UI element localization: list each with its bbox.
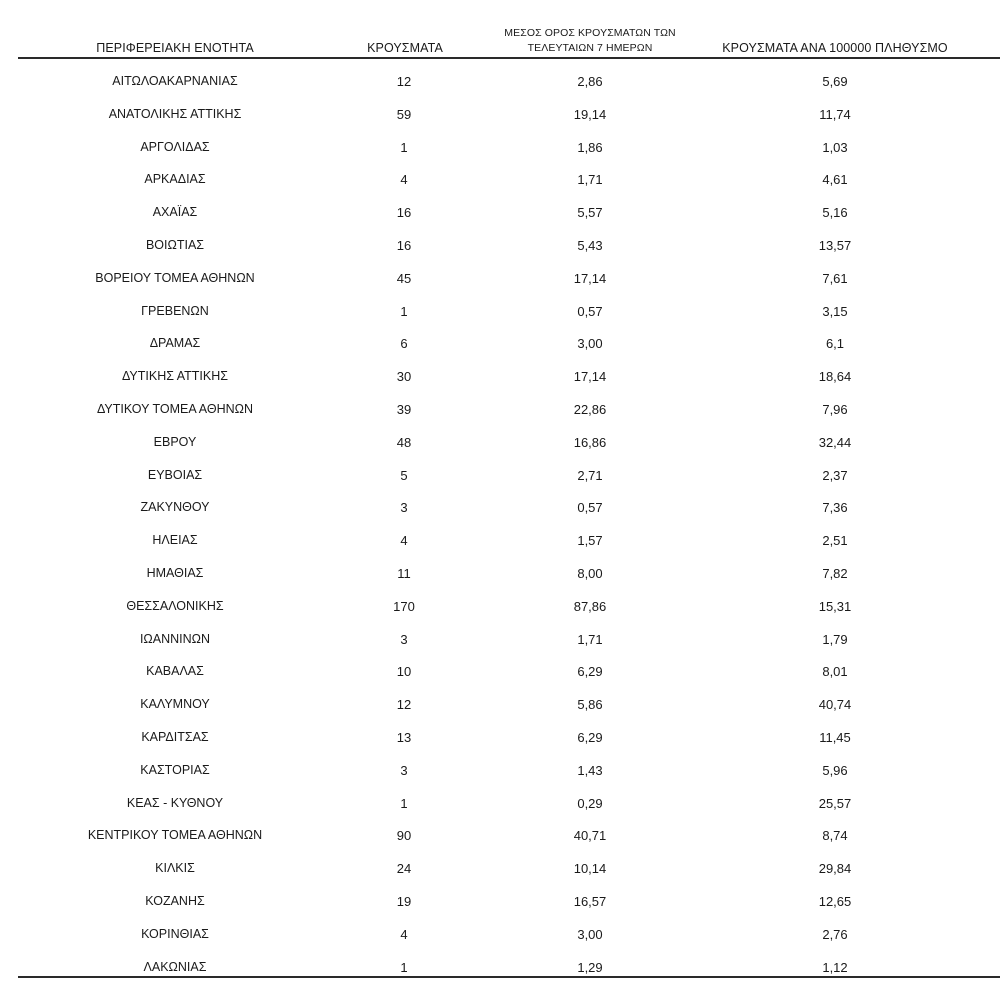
bottom-rule	[18, 976, 1000, 978]
cell-cases: 59	[396, 106, 412, 122]
table-row	[0, 132, 1000, 165]
cell-region: ΔΥΤΙΚΗΣ ΑΤΤΙΚΗΣ	[122, 369, 228, 384]
cell-cases-per-100k: 7,96	[822, 401, 848, 417]
cell-region: ΙΩΑΝΝΙΝΩΝ	[139, 631, 211, 646]
cell-avg-7-days: 6,29	[577, 664, 603, 680]
cell-cases-per-100k: 7,36	[822, 500, 848, 516]
cell-avg-7-days: 0,57	[577, 303, 603, 319]
cell-region: ΓΡΕΒΕΝΩΝ	[141, 303, 209, 318]
cell-region: ΘΕΣΣΑΛΟΝΙΚΗΣ	[126, 598, 224, 613]
table-row	[0, 624, 1000, 657]
cell-cases: 39	[396, 401, 412, 417]
cell-avg-7-days: 1,71	[577, 631, 603, 647]
cell-region: ΚΙΛΚΙΣ	[155, 861, 195, 876]
cell-avg-7-days: 1,86	[577, 139, 603, 155]
cell-cases: 48	[396, 434, 412, 450]
header-cases-per-100k: ΚΡΟΥΣΜΑΤΑ ΑΝΑ 100000 ΠΛΗΘΥΣΜΟ	[722, 41, 948, 55]
cell-cases-per-100k: 12,65	[818, 893, 852, 909]
cell-cases-per-100k: 13,57	[818, 237, 852, 253]
cell-avg-7-days: 6,29	[577, 729, 603, 745]
header-avg-7-days: ΜΕΣΟΣ ΟΡΟΣ ΚΡΟΥΣΜΑΤΩΝ ΤΩΝ ΤΕΛΕΥΤΑΙΩΝ 7 ΗΜΕΡΩΝ	[504, 27, 676, 54]
cell-cases-per-100k: 40,74	[818, 697, 852, 713]
table-row	[0, 460, 1000, 493]
cell-region: ΚΑΒΑΛΑΣ	[146, 664, 204, 679]
table-body	[0, 66, 1000, 978]
table-row	[0, 427, 1000, 460]
cell-cases: 12	[396, 697, 412, 713]
table-row	[0, 755, 1000, 788]
cell-region: ΚΕΝΤΡΙΚΟΥ ΤΟΜΕΑ ΑΘΗΝΩΝ	[87, 828, 263, 843]
header-region: ΠΕΡΙΦΕΡΕΙΑΚΗ ΕΝΟΤΗΤΑ	[96, 41, 254, 55]
table-row	[0, 886, 1000, 919]
table-row	[0, 788, 1000, 821]
cell-avg-7-days: 2,71	[577, 467, 603, 483]
cell-avg-7-days: 5,86	[577, 697, 603, 713]
cell-cases: 3	[400, 631, 408, 647]
cell-cases-per-100k: 15,31	[818, 598, 852, 614]
cell-cases-per-100k: 2,51	[822, 533, 848, 549]
cell-avg-7-days: 22,86	[573, 401, 607, 417]
table-row	[0, 656, 1000, 689]
cell-cases-per-100k: 29,84	[818, 861, 852, 877]
cell-region: ΔΡΑΜΑΣ	[149, 336, 201, 351]
table-row	[0, 328, 1000, 361]
cell-cases: 1	[400, 303, 408, 319]
cell-cases: 4	[400, 172, 408, 188]
table-row	[0, 197, 1000, 230]
cell-avg-7-days: 5,43	[577, 237, 603, 253]
cell-cases: 30	[396, 369, 412, 385]
cell-region: ΛΑΚΩΝΙΑΣ	[143, 959, 207, 974]
cell-region: ΑΙΤΩΛΟΑΚΑΡΝΑΝΙΑΣ	[112, 74, 238, 88]
table-row	[0, 361, 1000, 394]
table-row	[0, 558, 1000, 591]
cell-cases-per-100k: 5,69	[822, 74, 848, 89]
cell-region: ΚΟΖΑΝΗΣ	[145, 893, 205, 908]
cell-region: ΑΝΑΤΟΛΙΚΗΣ ΑΤΤΙΚΗΣ	[108, 106, 242, 121]
cell-avg-7-days: 8,00	[577, 565, 603, 581]
cell-cases-per-100k: 2,37	[822, 467, 848, 483]
cell-cases: 11	[397, 565, 411, 581]
cell-region: ΑΧΑΪΑΣ	[152, 205, 198, 220]
cell-cases: 16	[396, 237, 412, 253]
cell-cases-per-100k: 25,57	[818, 795, 852, 811]
cell-avg-7-days: 1,57	[577, 533, 603, 549]
cell-avg-7-days: 17,14	[573, 270, 607, 286]
cell-avg-7-days: 16,57	[573, 893, 607, 909]
cell-region: ΑΡΓΟΛΙΔΑΣ	[140, 139, 210, 154]
cell-cases: 3	[400, 762, 408, 778]
cell-avg-7-days: 1,29	[577, 959, 603, 975]
cell-cases-per-100k: 3,15	[822, 303, 848, 319]
cell-avg-7-days: 1,71	[577, 172, 603, 188]
cell-avg-7-days: 3,00	[577, 926, 603, 942]
cell-cases-per-100k: 5,16	[822, 205, 848, 221]
cell-cases: 12	[396, 74, 412, 89]
table-row	[0, 263, 1000, 296]
cell-avg-7-days: 19,14	[573, 106, 607, 122]
cell-cases: 10	[396, 664, 412, 680]
cell-cases: 90	[396, 828, 412, 844]
cell-region: ΑΡΚΑΔΙΑΣ	[144, 172, 206, 187]
table-row	[0, 230, 1000, 263]
cell-cases: 1	[400, 795, 408, 811]
cell-avg-7-days: 3,00	[577, 336, 603, 352]
table-row	[0, 820, 1000, 853]
table-row	[0, 919, 1000, 952]
cell-cases-per-100k: 8,74	[822, 828, 848, 844]
header-rule	[18, 57, 1000, 59]
cell-region: ΚΟΡΙΝΘΙΑΣ	[141, 926, 209, 941]
cell-cases: 19	[396, 893, 412, 909]
cell-avg-7-days: 16,86	[573, 434, 607, 450]
cell-cases: 4	[400, 926, 408, 942]
cell-cases-per-100k: 4,61	[822, 172, 848, 188]
cell-region: ΗΜΑΘΙΑΣ	[146, 565, 204, 580]
cell-cases: 1	[400, 139, 408, 155]
cell-region: ΚΕΑΣ - ΚΥΘΝΟΥ	[126, 795, 224, 810]
table-row	[0, 394, 1000, 427]
cell-avg-7-days: 0,29	[577, 795, 603, 811]
cell-avg-7-days: 87,86	[573, 598, 607, 614]
cell-avg-7-days: 17,14	[573, 369, 607, 385]
cell-region: ΒΟΙΩΤΙΑΣ	[145, 237, 205, 252]
table-row	[0, 296, 1000, 329]
table-row	[0, 525, 1000, 558]
table-row	[0, 66, 1000, 99]
cell-cases-per-100k: 18,64	[818, 369, 852, 385]
cell-avg-7-days: 0,57	[577, 500, 603, 516]
cell-region: ΒΟΡΕΙΟΥ ΤΟΜΕΑ ΑΘΗΝΩΝ	[95, 270, 255, 285]
cell-avg-7-days: 40,71	[573, 828, 607, 844]
cell-cases: 5	[400, 467, 408, 483]
cell-cases: 24	[396, 861, 412, 877]
cell-cases: 1	[400, 959, 408, 975]
cell-cases-per-100k: 11,45	[819, 729, 851, 745]
cell-region: ΗΛΕΙΑΣ	[152, 533, 198, 548]
header-cases: ΚΡΟΥΣΜΑΤΑ	[367, 41, 443, 55]
cell-avg-7-days: 5,57	[577, 205, 603, 221]
cell-cases-per-100k: 1,12	[822, 959, 848, 975]
table-header	[0, 0, 1000, 58]
cell-region: ΚΑΡΔΙΤΣΑΣ	[141, 729, 209, 744]
table-row	[0, 952, 1000, 978]
cell-cases-per-100k: 5,96	[822, 762, 848, 778]
table-row	[0, 164, 1000, 197]
table-row	[0, 853, 1000, 886]
cell-cases-per-100k: 8,01	[822, 664, 848, 680]
cell-region: ΔΥΤΙΚΟΥ ΤΟΜΕΑ ΑΘΗΝΩΝ	[96, 401, 254, 416]
cell-cases: 4	[400, 533, 408, 549]
cell-region: ΚΑΛΥΜΝΟΥ	[140, 697, 210, 712]
cell-avg-7-days: 1,43	[577, 762, 603, 778]
cell-cases-per-100k: 7,61	[822, 270, 848, 286]
cell-avg-7-days: 10,14	[573, 861, 607, 877]
cell-cases-per-100k: 1,03	[822, 139, 848, 155]
table-row	[0, 722, 1000, 755]
cell-cases: 170	[393, 598, 415, 614]
cell-region: ΕΒΡΟΥ	[153, 434, 197, 449]
table-row	[0, 99, 1000, 132]
table-row	[0, 492, 1000, 525]
cell-cases-per-100k: 7,82	[822, 565, 848, 581]
cell-cases: 16	[396, 205, 412, 221]
table-row	[0, 591, 1000, 624]
cell-cases: 6	[400, 336, 408, 352]
cell-region: ΕΥΒΟΙΑΣ	[147, 467, 203, 482]
cell-cases-per-100k: 11,74	[819, 106, 851, 122]
cell-region: ΚΑΣΤΟΡΙΑΣ	[140, 762, 210, 777]
cell-cases-per-100k: 2,76	[822, 926, 848, 942]
cell-region: ΖΑΚΥΝΘΟΥ	[140, 500, 210, 515]
cell-cases: 13	[396, 729, 412, 745]
cell-cases: 45	[396, 270, 412, 286]
cell-cases: 3	[400, 500, 408, 516]
cell-cases-per-100k: 1,79	[822, 631, 848, 647]
table-row	[0, 689, 1000, 722]
cell-cases-per-100k: 6,1	[825, 336, 845, 352]
cell-cases-per-100k: 32,44	[818, 434, 852, 450]
cell-avg-7-days: 2,86	[577, 74, 603, 89]
